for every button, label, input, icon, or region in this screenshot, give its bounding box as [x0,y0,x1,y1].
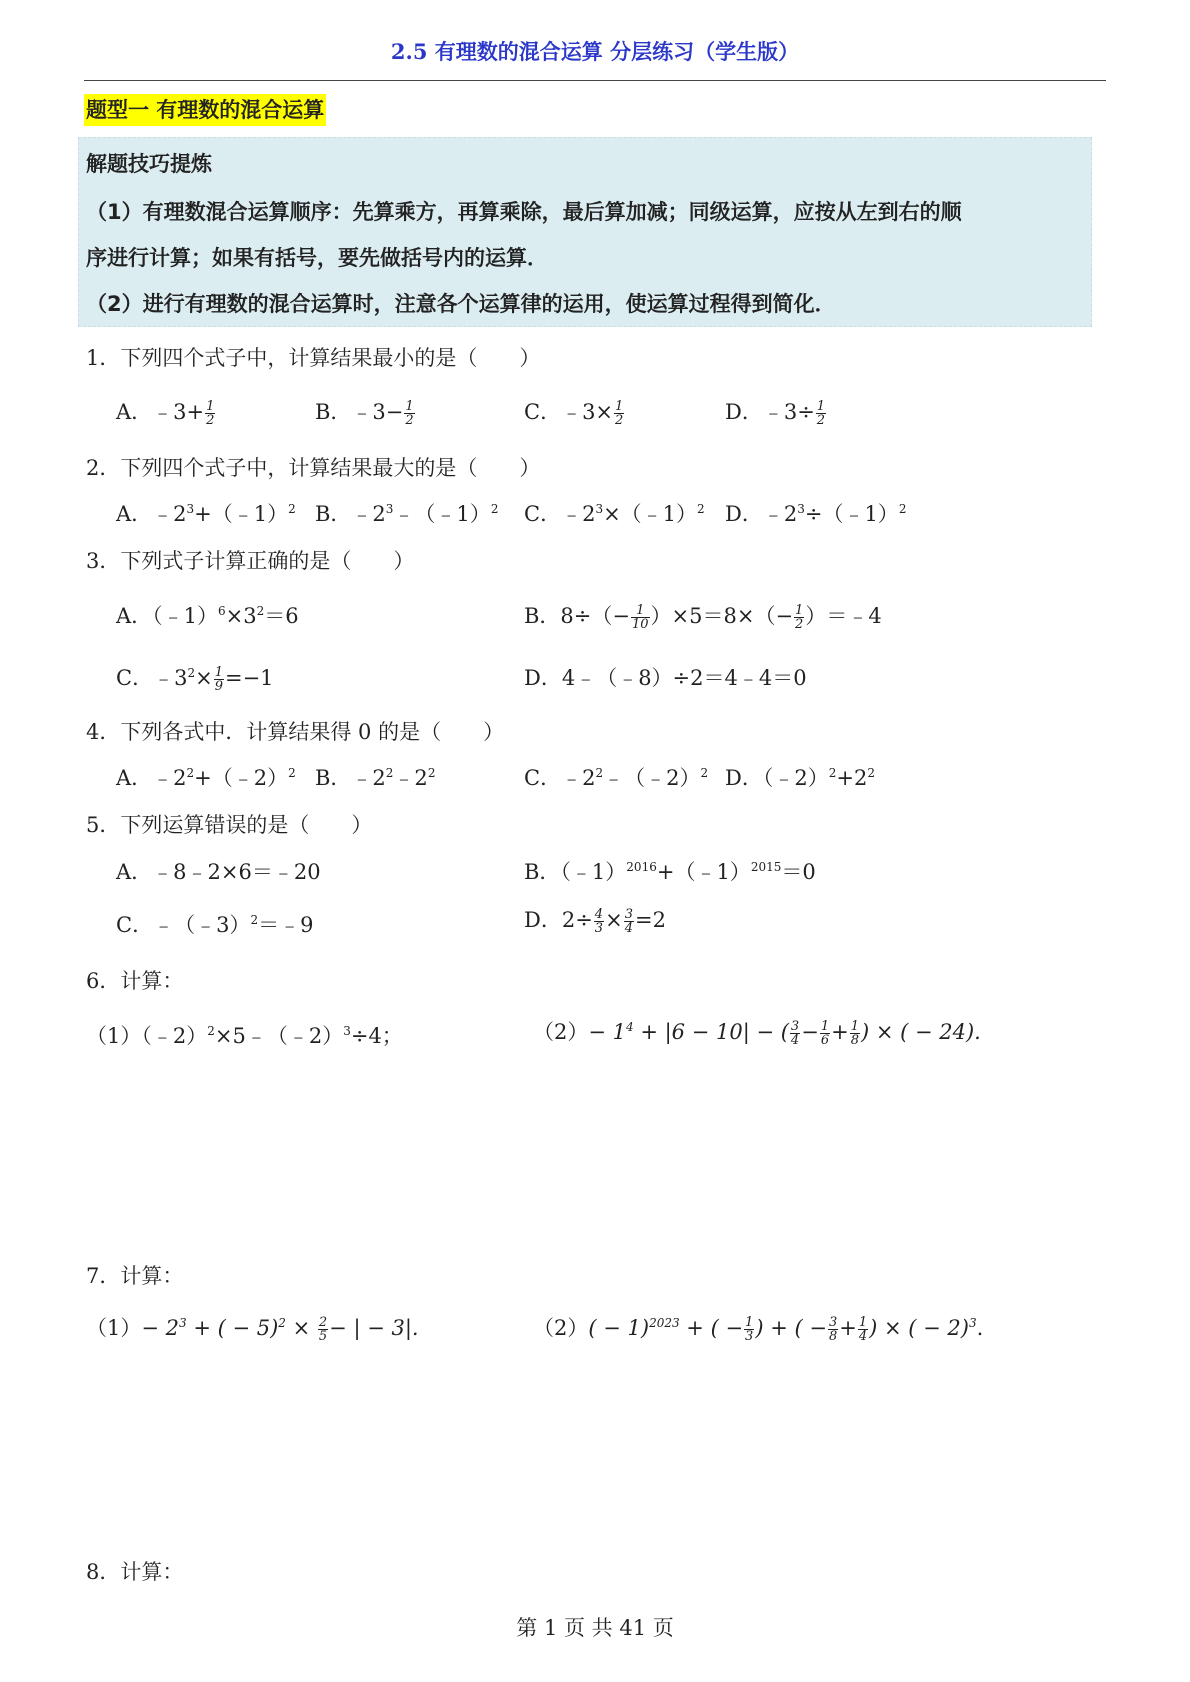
q1-option-b: B．﹣3− $\frac{1}{2}$ [315,399,414,428]
q5-option-b: B．（﹣1）$^{2016}$+（﹣1）$^{2015}$＝0 [524,860,816,884]
question-1-stem: 1．下列四个式子中，计算结果最小的是（ ） [86,346,541,370]
header-divider [84,80,1106,81]
tips-line-1: （1）有理数混合运算顺序：先算乘方，再算乘除，最后算加减；同级运算，应按从左到右的顺 [86,200,962,224]
section-heading: 题型一 有理数的混合运算 [84,94,326,126]
q7-part-2: $(2)( - 1)^{2023}$ + ( − $\frac{1}{3}$ ) + ( − $\frac{3}{8}$ + $\frac{1}{4}$ ) × ( − 2)$^3$. [533,1315,984,1344]
tips-line-2: 序进行计算；如果有括号，要先做括号内的运算． [86,246,548,270]
question-5-stem: 5．下列运算错误的是（ ） [86,813,373,837]
q1-option-c: C．﹣3× $\frac{1}{2}$ [524,399,624,428]
q2-option-a: A．$﹣2^3+(﹣1)^2$ [116,502,296,526]
q4-option-b: B．$﹣2^2﹣2^2$ [315,766,436,790]
page-title: 2.5 有理数的混合运算 分层练习（学生版） [390,39,800,64]
q4-option-c: C．$﹣2^2﹣(﹣2)^2$ [524,766,709,790]
question-7-stem: 7．计算： [86,1264,184,1288]
q7-part-1: $(1)- 2^3$ + ( − 5)$^2$ × $\frac{2}{5}$ − | − 3|. [86,1315,419,1344]
q3-option-b: B．8÷（− $\frac{1}{10}$ ）×5＝8×（− $\frac{1}{2}$ ）＝﹣4 [524,603,882,632]
q2-option-c: C．$﹣2^3\times(﹣1)^2$ [524,502,705,526]
question-2-stem: 2．下列四个式子中，计算结果最大的是（ ） [86,456,541,480]
q5-option-d: D．2÷ $\frac{4}{3}$ × $\frac{3}{4}$ =2 [524,907,666,936]
q6-part-1: （1）（﹣2）$^2$×5﹣（﹣2）$^3$÷4； [86,1024,403,1048]
q4-option-d: D．$(﹣2)^2+2^2$ [725,766,875,790]
tips-heading: 解题技巧提炼 [86,152,212,176]
q6-part-2: $(2)- 1^4 + |6 - 10|$ − ( $\frac{3}{4}$ − $\frac{1}{6}$ + $\frac{1}{8}$ ) × ( − 24). [533,1019,981,1048]
q5-option-a: A．﹣8﹣2×6＝﹣20 [116,860,321,884]
page-footer: 第 1 页 共 41 页 [516,1616,674,1640]
question-6-stem: 6．计算： [86,969,184,993]
q1-option-a: A．﹣3+ $\frac{1}{2}$ [116,399,215,428]
q2-option-d: D．$﹣2^3\div(﹣1)^2$ [725,502,907,526]
q4-option-a: A．$﹣2^2+(﹣2)^2$ [116,766,296,790]
question-3-stem: 3．下列式子计算正确的是（ ） [86,549,415,573]
q3-option-c: C．$﹣3^2\times$ $\frac{1}{9}$ =−1 [116,665,274,694]
question-4-stem: 4．下列各式中．计算结果得 0 的是（ ） [86,720,505,744]
tips-line-3: （2）进行有理数的混合运算时，注意各个运算律的运用，使运算过程得到简化． [86,292,836,316]
question-8-stem: 8．计算： [86,1560,184,1584]
q2-option-b: B．$﹣2^3﹣(﹣1)^2$ [315,502,499,526]
q5-option-c: C．﹣（﹣3）$^2$＝﹣9 [116,913,314,937]
q3-option-d: D．4﹣（﹣8）÷2＝4﹣4＝0 [524,666,807,690]
q1-option-d: D．﹣3÷ $\frac{1}{2}$ [725,399,826,428]
q3-option-a: A．$(﹣1)^6\times 3^2=6$ [116,604,299,628]
